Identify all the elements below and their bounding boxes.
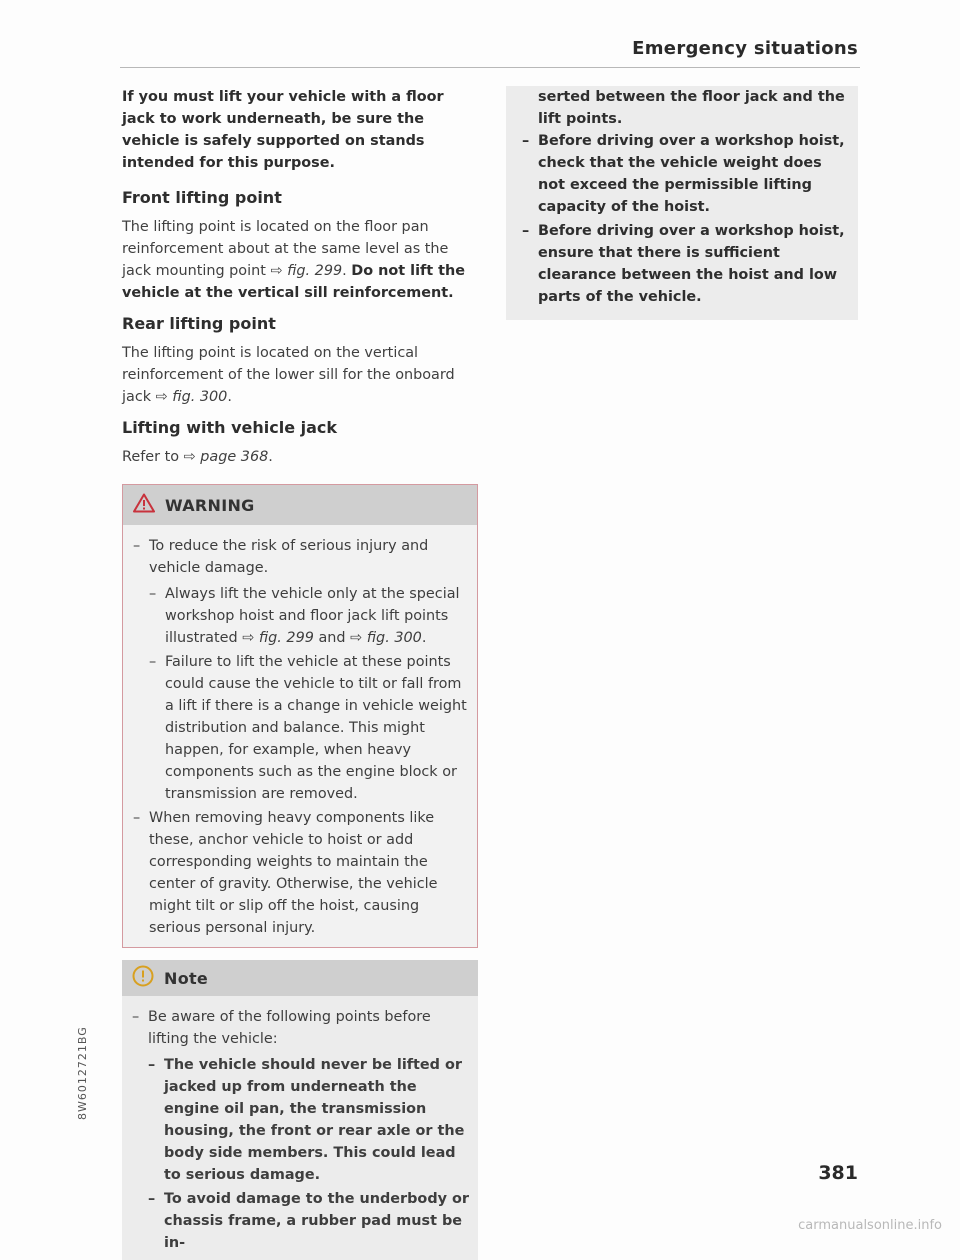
note-subitem: – To avoid damage to the underbody or chassis frame, a rubber pad must be in- xyxy=(148,1188,470,1254)
fig-300-link[interactable]: ⇨ fig. 300 xyxy=(350,630,422,646)
watermark: carmanualsonline.info xyxy=(798,1218,942,1233)
fig-299-link[interactable]: ⇨ fig. 299 xyxy=(242,630,314,646)
warning-item: – When removing heavy components like these, anchor vehicle to hoist or add corresponding weights to maintain the center of gravity. Otherwise, the vehicle might tilt or slip off the hoist, causing serious personal injury. xyxy=(133,807,469,939)
front-lifting-text: The lifting point is located on the floor pan reinforcement about at the same level as the jack mounting point ⇨ fig. 299. Do not lift the vehicle at the vertical sill reinforcement. xyxy=(122,219,466,301)
note-continuation-text: serted between the floor jack and the lift points. xyxy=(538,89,845,127)
note-subitem: – Before driving over a workshop hoist, check that the vehicle weight does not exceed the permissible lifting capacity of the hoist. xyxy=(522,130,848,218)
left-column xyxy=(122,86,478,1260)
warning-box xyxy=(122,484,478,948)
warning-subitem: – Always lift the vehicle only at the special workshop hoist and floor jack lift points illustrated ⇨ fig. 299 and ⇨ fig. 300. xyxy=(149,583,469,649)
note-continuation-box xyxy=(506,86,858,320)
rear-lifting-text: The lifting point is located on the vertical reinforcement of the lower sill for the onboard jack ⇨ fig. 300. xyxy=(122,345,455,405)
warning-triangle-icon xyxy=(133,493,155,517)
page-368-link[interactable]: ⇨ page 368 xyxy=(183,449,269,465)
note-subitem: – Before driving over a workshop hoist, ensure that there is sufficient clearance between the hoist and low parts of the vehicle. xyxy=(522,220,848,308)
warning-subitem: – Failure to lift the vehicle at these points could cause the vehicle to tilt or fall from a lift if there is a change in vehicle weight distribution and balance. This might happen, for example, when heavy components such as the engine block or transmission are removed. xyxy=(149,651,469,805)
section-title: Emergency situations xyxy=(632,38,858,59)
intro-bold-paragraph: If you must lift your vehicle with a floor jack to work underneath, be sure the vehicle is safely supported on stands intended for this purpose. xyxy=(122,89,444,171)
note-header xyxy=(122,960,478,996)
header-rule xyxy=(120,67,860,68)
rear-lifting-heading: Rear lifting point xyxy=(122,314,276,333)
fig-299-link[interactable]: ⇨ fig. 299 xyxy=(270,263,343,279)
note-title: Note xyxy=(164,968,209,988)
note-box xyxy=(122,960,478,1260)
right-column xyxy=(506,86,858,320)
vehicle-jack-text: Refer to ⇨ page 368. xyxy=(122,449,273,465)
note-subitem: – The vehicle should never be lifted or jacked up from underneath the engine oil pan, the transmission housing, the front or rear axle or the body side members. This could lead to serious damage. xyxy=(148,1054,470,1186)
note-circle-icon xyxy=(132,965,154,991)
vehicle-jack-heading: Lifting with vehicle jack xyxy=(122,418,338,437)
warning-item: – To reduce the risk of serious injury and vehicle damage. – Always lift the vehicle only at the special workshop hoist and floor jack lift points illustrated ⇨ fig. 299 and ⇨ fig. 300. – Failure to lift the vehicle at these points could cause the vehicle to tilt or fall from a lift if there is a change in vehicle weight distribution and balance. This might happen, for example, when heavy components such as the engine block or transmission are removed. xyxy=(133,535,469,805)
document-code: 8W6012721BG xyxy=(76,1026,89,1120)
fig-300-link[interactable]: ⇨ fig. 300 xyxy=(155,389,228,405)
warning-title: WARNING xyxy=(165,495,255,515)
warning-header xyxy=(123,485,477,525)
note-item: – Be aware of the following points before lifting the vehicle: – The vehicle should never be lifted or jacked up from underneath the engine oil pan, the transmission housing, the front or rear axle or the body side members. This could lead to serious damage. – To avoid damage to the underbody or chassis frame, a rubber pad must be in- xyxy=(132,1006,470,1254)
page-number: 381 xyxy=(818,1162,858,1184)
front-lifting-heading: Front lifting point xyxy=(122,188,282,207)
